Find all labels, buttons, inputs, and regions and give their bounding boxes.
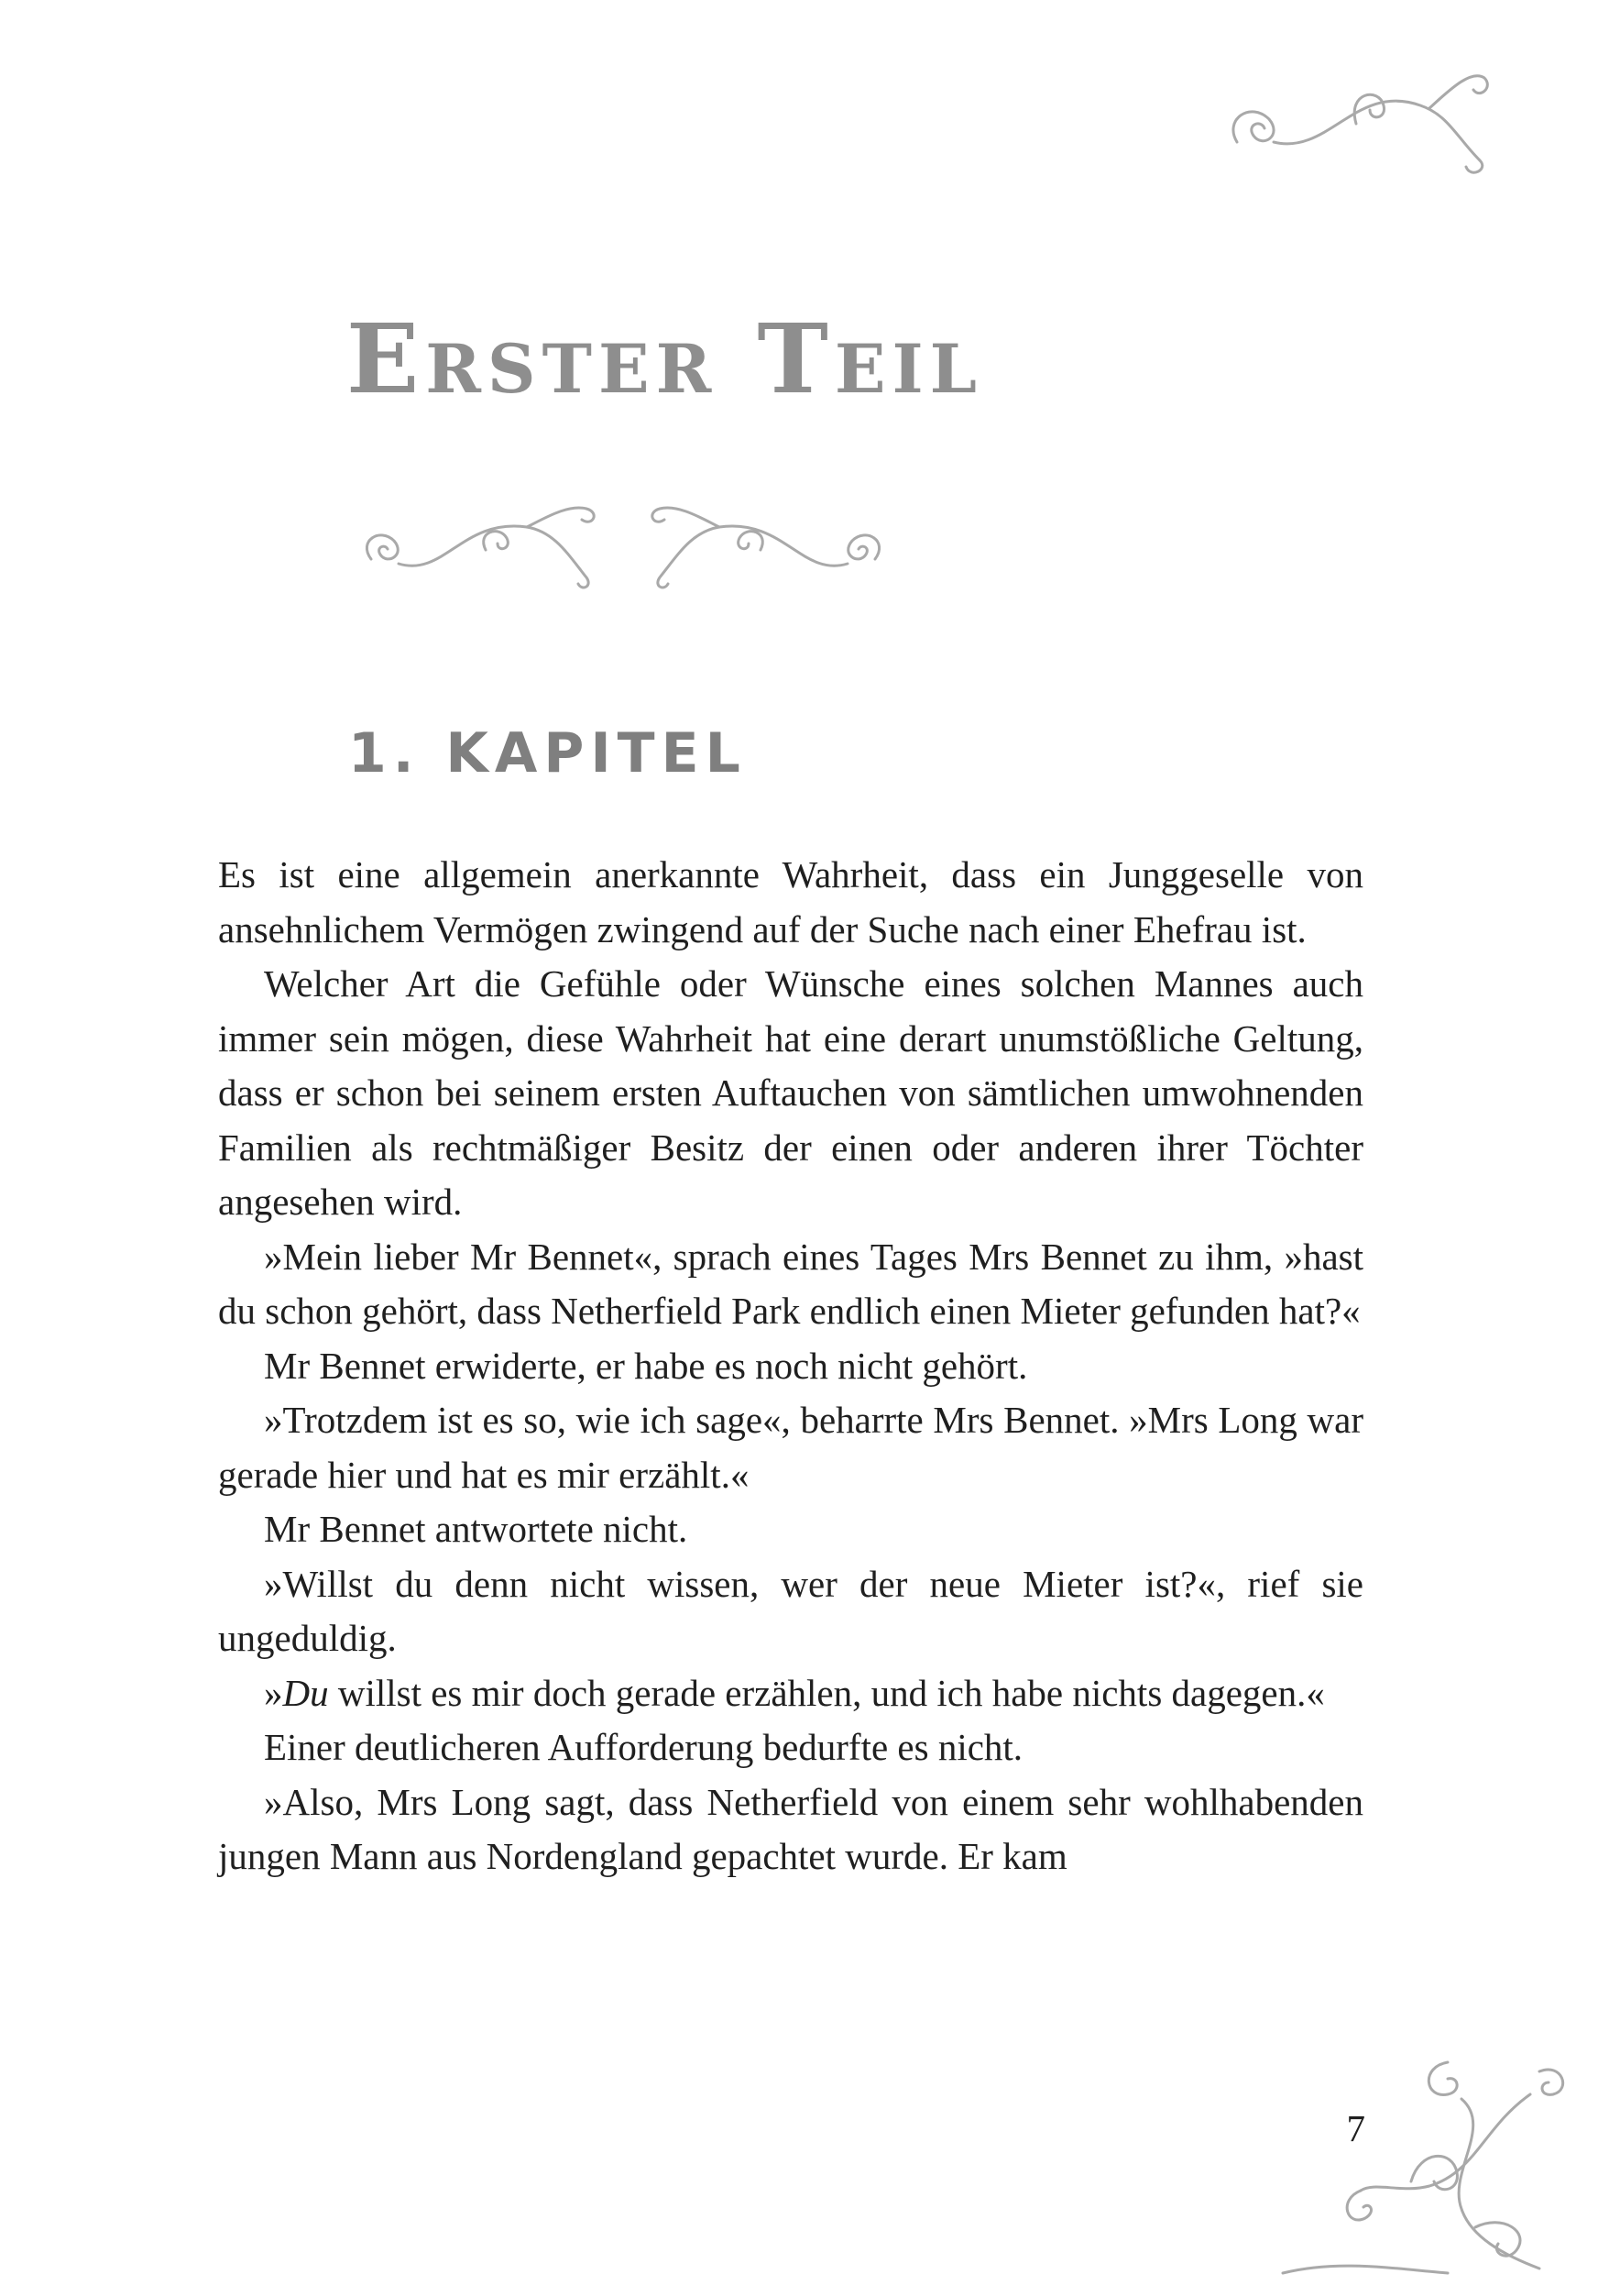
paragraph: »Willst du denn nicht wissen, wer der neue Mieter ist?«, rief sie ungeduldig. bbox=[218, 1562, 1363, 1659]
paragraph: »Also, Mrs Long sagt, dass Netherfield von einem sehr wohlhabenden jungen Mann aus Nordengland gepachtet wurde. Er kam bbox=[218, 1780, 1363, 1877]
divider-ornament bbox=[353, 490, 893, 619]
paragraph-rest: willst es mir doch gerade erzählen, und ich habe nichts dagegen.« bbox=[328, 1671, 1325, 1714]
paragraph: Einer deutlicheren Aufforderung bedurfte es nicht. bbox=[264, 1726, 1023, 1768]
corner-flourish-top-right bbox=[1219, 55, 1494, 192]
paragraph bbox=[218, 1666, 1363, 1721]
paragraph: Mr Bennet erwiderte, er habe es noch nicht gehört. bbox=[264, 1344, 1028, 1387]
emphasized-word: Du bbox=[282, 1671, 329, 1714]
page-number: 7 bbox=[1346, 2107, 1365, 2149]
paragraph: Welcher Art die Gefühle oder Wünsche eines solchen Mannes auch immer sein mögen, diese Wahrheit hat eine derart unumstößliche Geltung, dass er schon bei seinem ersten Auftauchen von sämtlichen umwohnenden Familien als rechtmäßiger Besitz der einen oder anderen ihrer Töchter angesehen wird. bbox=[218, 962, 1363, 1223]
part-title: Erster Teil bbox=[346, 302, 983, 415]
chapter-body bbox=[218, 848, 1363, 1884]
paragraph: Mr Bennet antwortete nicht. bbox=[264, 1508, 688, 1550]
paragraph: »Trotzdem ist es so, wie ich sage«, beharrte Mrs Bennet. »Mrs Long war gerade hier und hat es mir erzählt.« bbox=[218, 1399, 1363, 1496]
chapter-title: 1. KAPITEL bbox=[348, 721, 747, 785]
quote-mark: » bbox=[264, 1671, 283, 1714]
paragraph: Es ist eine allgemein anerkannte Wahrheit, dass ein Junggeselle von ansehnlichem Vermögen zwingend auf der Suche nach einer Ehefrau ist. bbox=[218, 853, 1363, 950]
corner-flourish-bottom-right bbox=[1264, 2044, 1576, 2282]
paragraph: »Mein lieber Mr Bennet«, sprach eines Tages Mrs Bennet zu ihm, »hast du schon gehört, dass Netherfield Park endlich einen Mieter gefunden hat?« bbox=[218, 1235, 1363, 1332]
